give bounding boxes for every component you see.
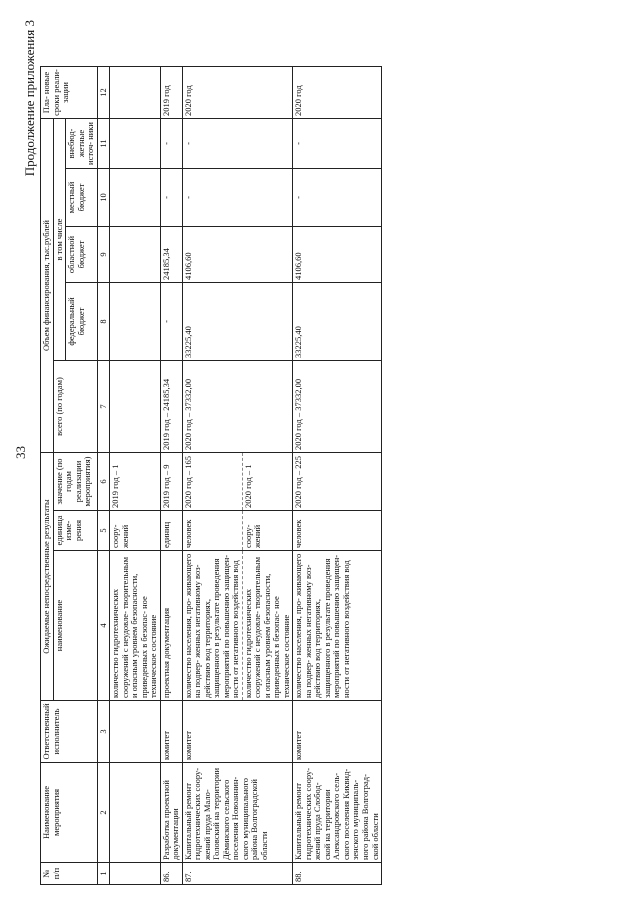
header-value: значение (по годам реализации мероприятия) xyxy=(53,453,97,511)
measure-name: Капитальный ремонт гидротехнических соору- жений пруда Слобод- ской на территории Александровского сель- ского поселения Киквид- зенского муниципаль- ного района Волгоград- ской области xyxy=(293,763,382,863)
header-unit: единица изме- рения xyxy=(53,511,97,551)
table-row-86 xyxy=(160,67,182,885)
header-federal: федеральный бюджет xyxy=(66,283,98,361)
col-number: 5 xyxy=(97,511,110,551)
finance-extrabudget: - xyxy=(293,119,382,169)
indicator-unit: единиц xyxy=(160,511,182,551)
finance-federal: 33225,40 xyxy=(293,283,382,361)
table-row-87 xyxy=(182,67,242,885)
program-table xyxy=(40,66,382,885)
col-number: 12 xyxy=(97,67,110,119)
col-number: 10 xyxy=(97,169,110,227)
col-number: 9 xyxy=(97,227,110,283)
indicator-name: количество населения, про- живающего на подвер- женных негативному воз- действию вод территориях, защищенного в результате проведения мероприятий по повышению защищен- ности от негативного воздействия вод xyxy=(293,551,382,701)
column-number-row xyxy=(97,67,110,885)
col-number: 4 xyxy=(97,551,110,701)
executor: комитет xyxy=(160,701,182,763)
measure-name: Капитальный ремонт гидротехнических соору- жений пруда Мало- Головский на территории Дёминского сельского поселения Новоаннин- ского муниципального района Волгоградской области xyxy=(182,763,293,863)
indicator-value: 2019 год – 1 xyxy=(110,453,161,511)
header-row-1 xyxy=(41,67,54,885)
header-including: в том числе xyxy=(53,119,66,361)
header-indicator-name: наименование xyxy=(53,551,97,701)
row-number: 87. xyxy=(182,863,293,885)
finance-federal: - xyxy=(160,283,182,361)
executor: комитет xyxy=(293,701,382,763)
indicator-value: 2020 год – 165 xyxy=(182,453,242,511)
col-number: 2 xyxy=(97,763,110,863)
indicator-value: 2020 год – 1 xyxy=(242,453,293,511)
indicator-unit: соору- жений xyxy=(110,511,161,551)
indicator-unit: соору- жений xyxy=(242,511,293,551)
table-row-88 xyxy=(293,67,382,885)
finance-total: 2019 год – 24185,34 xyxy=(160,361,182,453)
finance-regional: 4106,60 xyxy=(293,227,382,283)
header-results: Ожидаемые непосредственные результаты xyxy=(41,453,54,701)
finance-local: - xyxy=(293,169,382,227)
indicator-value: 2019 год – 9 xyxy=(160,453,182,511)
col-number: 6 xyxy=(97,453,110,511)
page-number: 33 xyxy=(13,446,28,459)
col-number: 11 xyxy=(97,119,110,169)
measure-name: Разработка проектной документации xyxy=(160,763,182,863)
table-row-continuation xyxy=(110,67,161,885)
finance-total: 2020 год – 37332,00 xyxy=(182,361,293,453)
header-executor: Ответственный исполнитель xyxy=(41,701,98,763)
col-number: 3 xyxy=(97,701,110,763)
indicator-name: количество гидротехнических сооружений с неудовле- творительным и опасным уровнем безопасности, приведенных в безопас- ное техническое состояние xyxy=(242,551,293,701)
col-number: 8 xyxy=(97,283,110,361)
continuation-label: Продолжение приложения 3 xyxy=(22,20,37,177)
finance-extrabudget: - xyxy=(160,119,182,169)
header-regional: областной бюджет xyxy=(66,227,98,283)
header-local: местный бюджет xyxy=(66,169,98,227)
header-total: всего (по годам) xyxy=(53,361,97,453)
row-number: 88. xyxy=(293,863,382,885)
executor: комитет xyxy=(182,701,293,763)
row-number: 86. xyxy=(160,863,182,885)
indicator-value: 2020 год – 225 xyxy=(293,453,382,511)
finance-local: - xyxy=(160,169,182,227)
indicator-name: количество гидротехнических сооружений с неудовле- творительным и опасным уровнем безопасности, приведенных в безопас- ное техническое состояние xyxy=(110,551,161,701)
finance-total: 2020 год – 37332,00 xyxy=(293,361,382,453)
finance-regional: 4106,60 xyxy=(182,227,293,283)
indicator-unit: человек xyxy=(293,511,382,551)
indicator-name: количество населения, про- живающего на подвер- женных негативному воз- действию вод территориях, защищенного в результате проведения мероприятий по повышению защищен- ности от негативного воздействия вод xyxy=(182,551,242,701)
indicator-name: проектная документация xyxy=(160,551,182,701)
finance-extrabudget: - xyxy=(182,119,293,169)
indicator-unit: человек xyxy=(182,511,242,551)
term: 2020 год xyxy=(293,67,382,119)
header-name: Наименование мероприятия xyxy=(41,763,98,863)
col-number: 7 xyxy=(97,361,110,453)
term: 2019 год xyxy=(160,67,182,119)
finance-local: - xyxy=(182,169,293,227)
header-extrabudget: внебюд- жетные источ- ники xyxy=(66,119,98,169)
header-num: № п/п xyxy=(41,863,98,885)
header-term: Пла- новые сроки реали- зации xyxy=(41,67,98,119)
finance-regional: 24185,34 xyxy=(160,227,182,283)
term: 2020 год xyxy=(182,67,293,119)
col-number: 1 xyxy=(97,863,110,885)
header-finance: Объем финансирования, тыс.рублей xyxy=(41,119,54,453)
finance-federal: 33225,40 xyxy=(182,283,293,361)
